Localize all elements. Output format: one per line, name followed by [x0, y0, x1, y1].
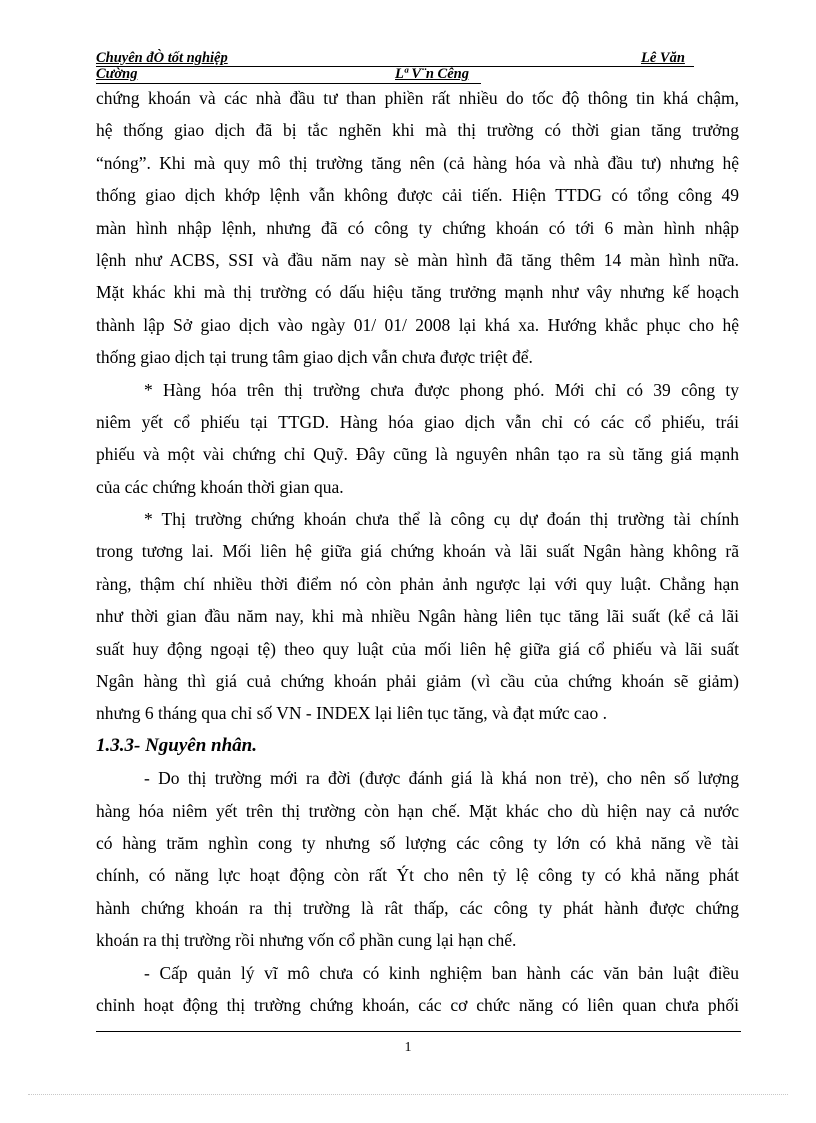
footer-rule — [96, 1031, 741, 1032]
text-line: có hàng trăm nghìn cong ty nhưng số lượng các công ty lớn có khả năng về tài — [96, 832, 739, 853]
text-line: trong tương lai. Mối liên hệ giữa giá chứng khoán và lãi suất Ngân hàng không rã — [96, 541, 739, 562]
header-author: Lê Văn — [641, 50, 685, 66]
text-line: khoán ra thị trường rồi nhưng vốn cổ phần cung lại hạn chế. — [96, 930, 517, 951]
text-line: hàng hóa niêm yết trên thị trường còn hạn chế. Mặt khác cho dù hiện nay cả nước — [96, 800, 739, 821]
text-line: Ngân hàng thì giá cuả chứng khoán phải giảm (vì cầu của chứng khoán sẽ giảm) — [96, 671, 739, 692]
page-number: 1 — [404, 1040, 412, 1055]
text-line: “nóng”. Khi mà quy mô thị trường tăng nên (cả hàng hóa và nhà đầu tư) nhưng hệ — [96, 152, 739, 173]
text-line: hành chứng khoán ra thị trường là rât thấp, các công ty phát hành được chứng — [96, 897, 739, 918]
text-line: - Cấp quản lý vĩ mô chưa có kinh nghiệm ban hành các văn bản luật điều — [144, 962, 739, 983]
text-line: chứng khoán và các nhà đầu tư than phiền rất nhiều do tốc độ thông tin khá chậm, — [96, 88, 739, 108]
text-line: như thời gian đầu năm nay, khi mà nhiều Ngân hàng liên tục tăng lãi suất (kể cả lãi — [96, 606, 739, 627]
text-line: suất huy động ngoại tệ) theo quy luật của mối liên hệ giữa giá cổ phiếu và lãi suất — [96, 638, 739, 659]
text-line: * Hàng hóa trên thị trường chưa được phong phó. Mới chỉ có 39 công ty — [144, 379, 739, 400]
text-line: Mặt khác khi mà thị trường có dấu hiệu tăng trưởng mạnh như vây nhưng kế hoạch — [96, 282, 739, 303]
text-line: phiếu và một vài chứng chỉ Quỹ. Đây cũng là nguyên nhân tạo ra sù tăng giá mạnh — [96, 444, 739, 465]
text-line: màn hình nhập lệnh, nhưng đã có công ty chứng khoán có tới 6 màn hình nhập — [96, 217, 739, 238]
text-line: * Thị trường chứng khoán chưa thể là công cụ dự đoán thị trường tài chính — [144, 509, 739, 530]
text-line: thống giao dịch tại trung tâm giao dịch vẫn chưa được triệt để. — [96, 347, 533, 368]
section-heading: 1.3.3- Nguyên nhân. — [96, 734, 257, 756]
document-body — [96, 82, 739, 1021]
text-line: - Do thị trường mới ra đời (được đánh giá là khá non trẻ), cho nên số lượng — [144, 768, 739, 789]
text-line: niêm yết cổ phiếu tại TTGD. Hàng hóa giao dịch vẫn chỉ có các cổ phiếu, trái — [96, 411, 739, 432]
text-line: nhưng 6 tháng qua chỉ số VN - INDEX lại liên tục tăng, và đạt mức cao . — [96, 703, 607, 724]
text-line: của các chứng khoán thời gian qua. — [96, 476, 344, 497]
text-line: hệ thống giao dịch đã bị tắc nghẽn khi mà thị trường có thời gian tăng trưởng — [96, 120, 739, 141]
text-line: chỉnh hoạt động thị trường chứng khoán, các cơ chức năng có liên quan chưa phối — [96, 994, 739, 1015]
header-author-cont: Cường — [96, 66, 138, 82]
text-line: ràng, thậm chí nhiều thời điểm nó còn phản ảnh ngược lại với quy luật. Chẳng hạn — [96, 573, 739, 594]
text-line: thống giao dịch khớp lệnh vẫn không được cải tiến. Hiện TTDG có tổng công 49 — [96, 185, 739, 206]
text-line: thành lập Sở giao dịch vào ngày 01/ 01/ 2008 lại khá xa. Hướng khắc phục cho hệ — [96, 314, 739, 335]
text-line: chính, có năng lực hoạt động còn rất Ýt cho nên tỷ lệ công ty có khả năng phát — [96, 865, 739, 886]
header-title: Chuyên đÒ tốt nghiệp — [96, 50, 228, 66]
text-line: lệnh như ACBS, SSI và đầu năm nay sè màn hình đã tăng thêm 14 màn hình nữa. — [96, 249, 739, 270]
header-author-encoded: Lª V¨n Cêng — [395, 66, 469, 82]
page-edge — [28, 1094, 788, 1095]
